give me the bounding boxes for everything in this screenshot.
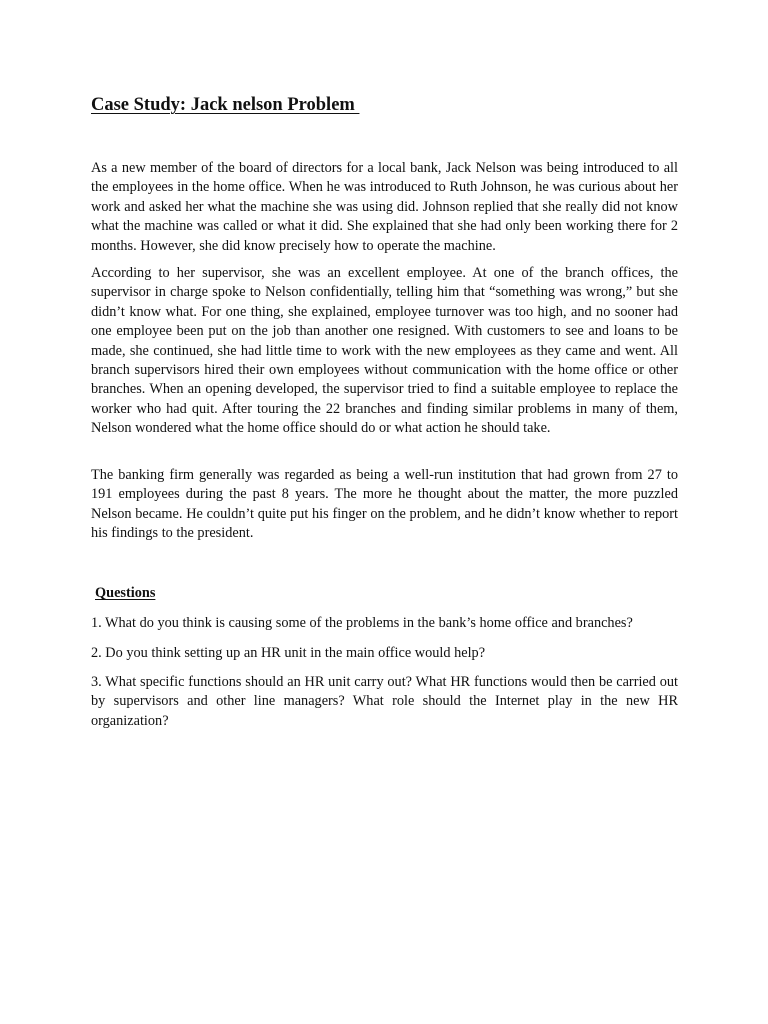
question-3: 3. What specific functions should an HR unit carry out? What HR functions would then be carried out by supervisors and other line managers? What role should the Internet play in the new HR organization? — [91, 674, 678, 729]
question-2: 2. Do you think setting up an HR unit in the main office would help? — [91, 645, 486, 661]
question-1: 1. What do you think is causing some of the problems in the bank’s home office and branches? — [91, 615, 633, 631]
paragraph-banking-firm: The banking firm generally was regarded as being a well-run institution that had grown from 27 to 191 employees during the past 8 years. The more he thought about the matter, the more puzzled Nelson became. He couldn’t quite put his finger on the problem, and he didn’t know whether to report his findings to the president. — [91, 467, 678, 542]
page-title: Case Study: Jack nelson Problem — [91, 95, 360, 115]
questions-heading: Questions — [95, 585, 156, 601]
paragraph-supervisor: According to her supervisor, she was an excellent employee. At one of the branch offices, the supervisor in charge spoke to Nelson confidentially, telling him that “something was wrong,” but she didn’t know what. For one thing, she explained, employee turnover was too high, and no sooner had one employee been put on the job than another one resigned. With customers to see and loans to be made, she continued, she had little time to work with the new employees as they came and went. All branch supervisors hired their own employees without communication with the home office or other branches. When an opening developed, the supervisor tried to find a suitable employee to replace the worker who had quit. After touring the 22 branches and finding similar problems in many of them, Nelson wondered what the home office should do or what action he should take. — [91, 265, 678, 437]
paragraph-intro: As a new member of the board of directors for a local bank, Jack Nelson was being introduced to all the employees in the home office. When he was introduced to Ruth Johnson, he was curious about her work and asked her what the machine she was using did. Johnson replied that she really did not know what the machine was called or what it did. She explained that she had only been working there for 2 months. However, she did know precisely how to operate the machine. — [91, 160, 678, 254]
